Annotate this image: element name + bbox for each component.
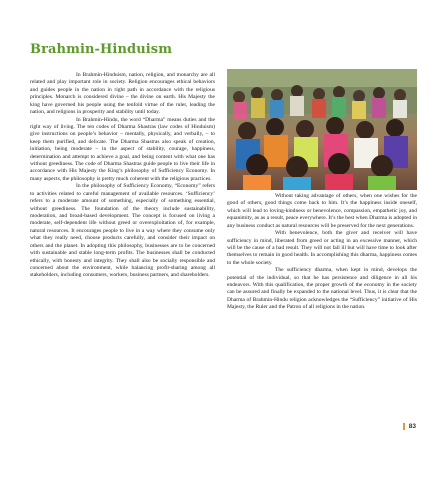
paragraph: With benevolence, both the giver and receiver will have sufficiency in mind, liberated from greed or acting in an excessive manner, which will be the cause of a bad result. They will not fall ill but will have time to look after themselves to remain in good health. In accomplishing this dharma, happiness comes to the whole society. bbox=[227, 230, 417, 266]
left-column bbox=[30, 72, 215, 280]
paragraph: In Brahmin-Hinduism, nation, religion, and monarchy are all related and play important role in society. Religion encourages ethical behaviors and guides people in the nation in right path in accordance with the religious principles. Monarch is considered divine – the divine on earth. His Majesty the king have governed his people using the tenfold virtue of the ruler, leading the nation, and religions in prosperity and stability until today. bbox=[30, 72, 215, 116]
crowd-photo-illustration bbox=[227, 69, 417, 190]
page-number: 83 bbox=[403, 423, 416, 430]
paragraph: The sufficiency dharma, when kept in mind, develops the potential of the individual, so that he has persistence and diligence in all his endeavors. With this qualification, the proper growth of the economy in the society can be assured and finally be expanded to the national level. Thus, it is clear that the Dharma of Brahmin-Hindu religion acknowledges the “Sufficiency” initiative of His Majesty, the Ruler and the Patron of all religions in the nation. bbox=[227, 267, 417, 311]
paragraph: In the philosophy of Sufficiency Economy, “Economy” refers to activities related to careful management of available resources. ‘Sufficiency’ refers to a moderate amount of something, especially of something essential, without greediness. The foundation of the theory include sustainability, moderation, and broad-based development. The concept is focused on living a moderate, self-dependent life without greed or overexploitation of, for example, natural resources. It encourages people to live in a way where they consume only what they really need, choose products carefully, and consider their impact on others and the planet. In adopting this philosophy, businesses are to be concerned with sustainable and stable long-term profits. The businesses shall be conducted ethically, with honesty and integrity. They shall also be socially responsible and concerned about the environment, while balancing profit-sharing among all stakeholders, including consumers, workers, business partners, and shareholders. bbox=[30, 183, 215, 279]
paragraph: In Brahmin-Hindu, the word “Dharma” means duties and the right way of living. The ten codes of Dharma Shastras (law codes of Hinduism) give instructions on people’s behavior – mentally, physically, and verbally, – to keep them purified, and delicate. The Dharma Shastras also speak of creation, initiation, being moderate – in the aspect of stability, courage, happiness, determination and attempt to achieve a goal, and being content with what one has without greediness. The code of Dharma Shastras guide people to live their life in accordance with His Majesty the King’s philosophy of Sufficiency Economy. In many aspects, the philosophy is pretty much coherent with the religious practices. bbox=[30, 116, 215, 182]
page-title: Brahmin-Hinduism bbox=[30, 42, 173, 57]
right-column bbox=[227, 193, 417, 312]
crowd-photo bbox=[227, 69, 417, 190]
paragraph: Without taking advantage of others, when one wishes for the good of others, good things come back to him. It’s the happiness inside oneself, which will lead to loving-kindness or benevolence, compassion, empathetic joy, and equanimity, as as a result, peace everywhere. It’s the best when Dharma is adopted in any business conduct as natural resources will be preserved for the next generations. bbox=[227, 193, 417, 229]
